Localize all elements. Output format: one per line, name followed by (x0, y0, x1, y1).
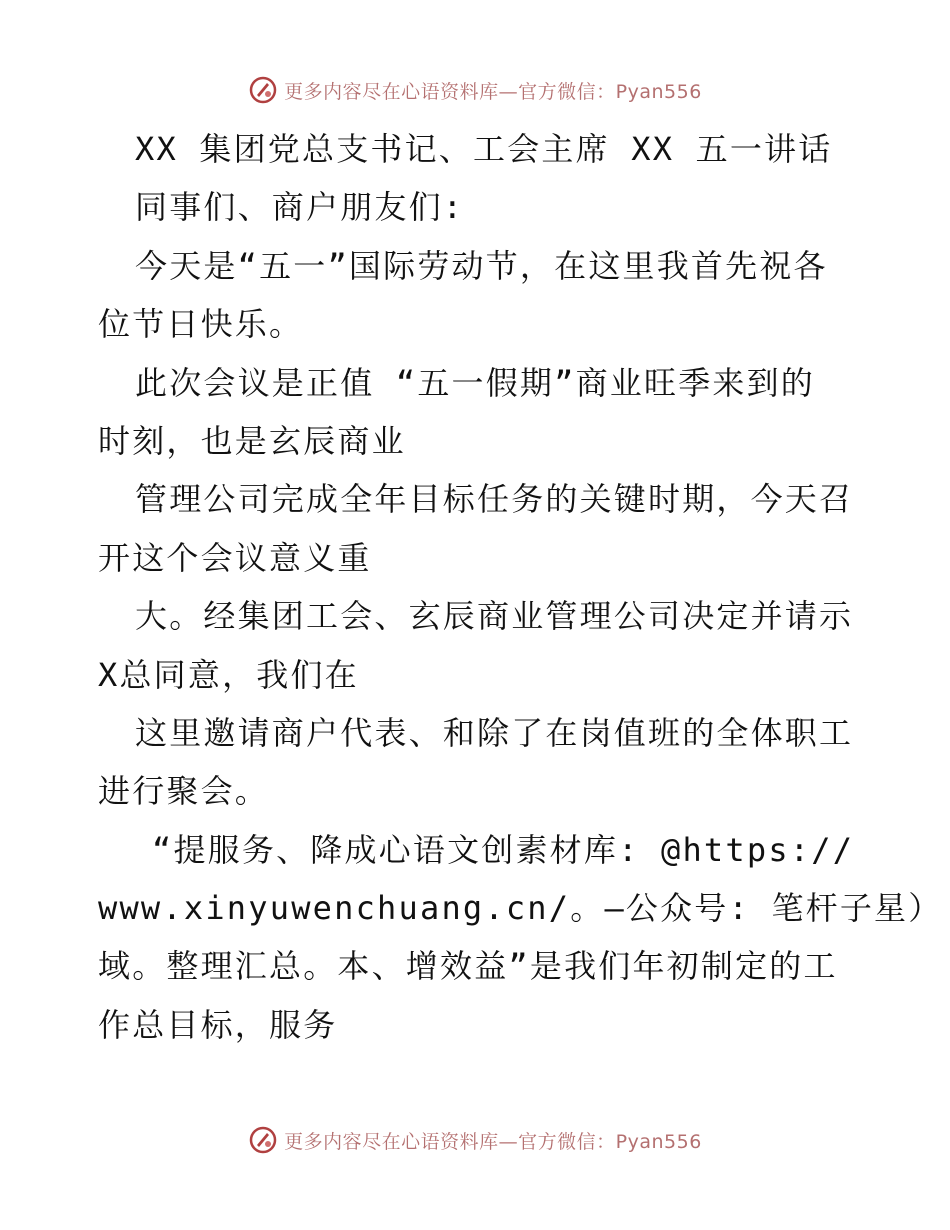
wechat-id: Pyan556 (615, 1130, 702, 1153)
paragraph-line: X总同意，我们在 (98, 655, 359, 694)
paragraph-line: 这里邀请商户代表、和除了在岗值班的全体职工 (135, 713, 854, 752)
paragraph-line: www.xinyuwenchuang.cn/。—公众号: 笔杆子星） (98, 889, 943, 928)
paragraph-line: 此次会议是正值 “五一假期”商业旺季来到的 (135, 363, 815, 402)
banner-text: 更多内容尽在心语资料库—官方微信：Pyan556 (284, 80, 702, 103)
paragraph-line: “提服务、降成心语文创素材库: @https:// (152, 830, 855, 869)
brand-logo-icon (248, 1125, 278, 1155)
wechat-id: Pyan556 (615, 80, 702, 103)
paragraph-line: 作总目标，服务 (98, 1005, 338, 1044)
salutation: 同事们、商户朋友们: (135, 188, 465, 227)
paragraph-line: 大。经集团工会、玄辰商业管理公司决定并请示 (135, 597, 854, 636)
brand-logo-icon (248, 75, 278, 105)
paragraph-line: 今天是“五一”国际劳动节，在这里我首先祝各 (135, 246, 828, 285)
header-watermark-banner (0, 68, 950, 112)
paragraph-line: 进行聚会。 (98, 772, 270, 811)
document-body (98, 120, 943, 1054)
banner-text: 更多内容尽在心语资料库—官方微信：Pyan556 (284, 1130, 702, 1153)
document-title: XX 集团党总支书记、工会主席 XX 五一讲话 (135, 130, 833, 168)
paragraph-line: 位节日快乐。 (98, 305, 304, 344)
paragraph-line: 域。整理汇总。本、增效益”是我们年初制定的工 (98, 947, 838, 986)
paragraph-line: 管理公司完成全年目标任务的关键时期，今天召 (135, 480, 854, 519)
paragraph-line: 开这个会议意义重 (98, 538, 372, 577)
paragraph-line: 时刻，也是玄辰商业 (98, 421, 406, 460)
footer-watermark-banner (0, 1118, 950, 1162)
